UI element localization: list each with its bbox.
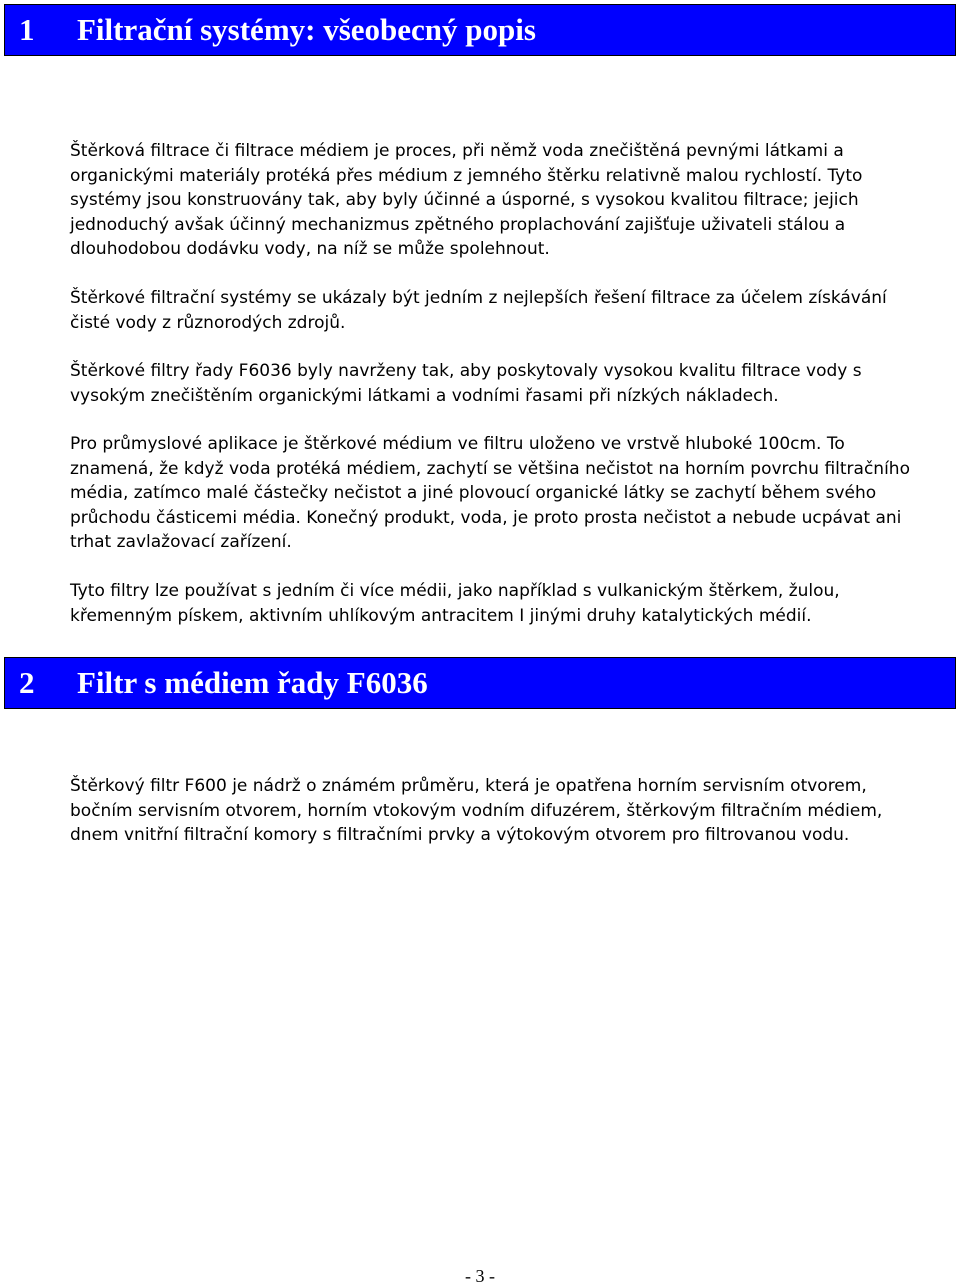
section-number: 2 — [19, 665, 35, 700]
paragraph: Tyto filtry lze používat s jedním či více médii, jako například s vulkanickým štěrkem, žulou, křemenným pískem, aktivním uhlíkovým antracitem I jinými druhy katalytických médií. — [70, 581, 840, 626]
page-number: - 3 - — [465, 1266, 495, 1286]
section-number: 1 — [19, 12, 35, 47]
section-title: Filtr s médiem řady F6036 — [77, 665, 428, 700]
section-heading-1 — [4, 4, 956, 56]
paragraph: Štěrkové filtry řady F6036 byly navrženy tak, aby poskytovaly vysokou kvalitu filtrace vody s vysokým znečištěním organickými látkami a vodními řasami při nízkých nákladech. — [70, 361, 862, 406]
section-title: Filtrační systémy: všeobecný popis — [77, 12, 536, 47]
paragraph: Štěrkový filtr F600 je nádrž o známém průměru, která je opatřena horním servisním otvorem, bočním servisním otvorem, horním vtokovým vodním difuzérem, štěrkovým filtračním médiem, dnem vnitřní filtrační komory s filtračními prvky a výtokovým otvorem pro filtrovanou vodu. — [70, 776, 883, 845]
paragraph: Štěrkové filtrační systémy se ukázaly být jedním z nejlepších řešení filtrace za účelem získávání čisté vody z různorodých zdrojů. — [70, 288, 887, 333]
section-heading-2 — [4, 657, 956, 709]
paragraph: Pro průmyslové aplikace je štěrkové médium ve filtru uloženo ve vrstvě hluboké 100cm. To znamená, že když voda protéká médiem, zachytí se většina nečistot na horním povrchu filtračního média, zatímco malé částečky nečistot a jiné plovoucí organické látky se zachytí během svého průchodu částicemi média. Konečný produkt, voda, je proto prosta nečistot a nebude ucpávat ani trhat zavlažovací zařízení. — [70, 434, 910, 552]
paragraph: Štěrková filtrace či filtrace médiem je proces, při němž voda znečištěná pevnými látkami a organickými materiály protéká přes médium z jemného štěrku relativně malou rychlostí. Tyto systémy jsou konstruovány tak, aby byly účinné a úsporné, s vysokou kvalitou filtrace; jejich jednoduchý avšak účinný mechanizmus zpětného proplachování zajišťuje uživateli stálou a dlouhodobou dodávku vody, na níž se může spolehnout. — [70, 141, 863, 259]
